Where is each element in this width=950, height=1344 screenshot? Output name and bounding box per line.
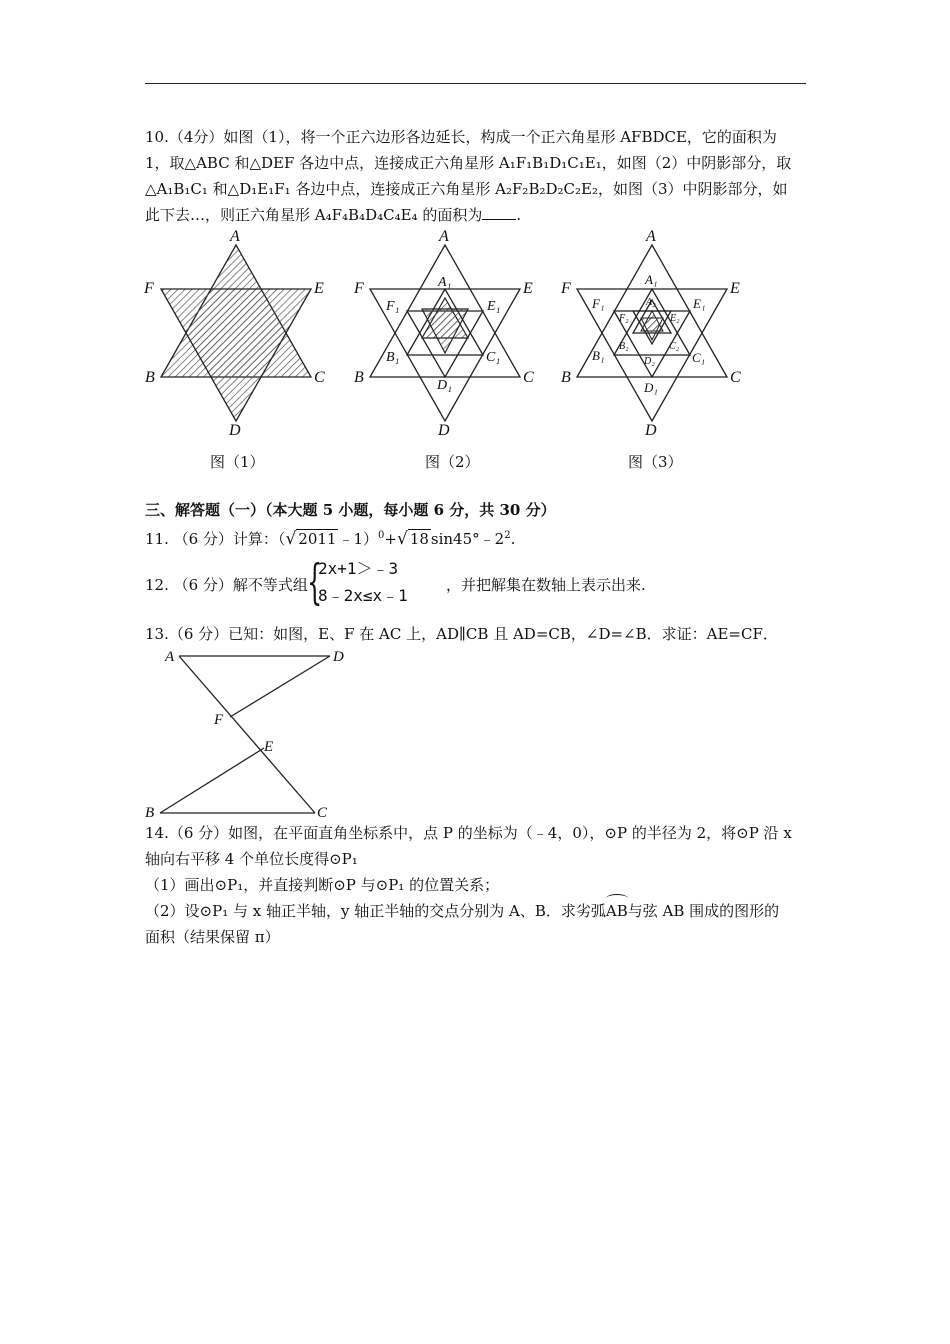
- svg-text:F₁: F₁: [386, 299, 400, 314]
- svg-text:A₂: A₂: [646, 297, 656, 308]
- svg-text:D₁: D₁: [644, 380, 658, 395]
- svg-text:F: F: [354, 280, 364, 297]
- svg-text:C₁: C₁: [486, 350, 501, 365]
- svg-text:D: D: [645, 422, 657, 439]
- fig3-caption: 图（3）: [628, 453, 683, 471]
- q10-line4: 此下去…，则正六角星形 A₄F₄B₄D₄C₄E₄ 的面积为 .: [145, 206, 522, 224]
- q14-part1: （1）画出⊙P₁，并直接判断⊙P 与⊙P₁ 的位置关系；: [145, 876, 500, 894]
- svg-text:A: A: [646, 228, 656, 245]
- q10-line2: 1，取△ABC 和△DEF 各边中点，连接成正六角星形 A₁F₁B₁D₁C₁E₁，如图（2）中阴影部分，取: [145, 154, 792, 172]
- q10-line1: 10.（4分）如图（1），将一个正六边形各边延长，构成一个正六角星形 AFBDCE，它的面积为: [145, 128, 777, 146]
- svg-text:B: B: [354, 369, 364, 386]
- svg-text:F₁: F₁: [592, 296, 605, 311]
- svg-text:D₁: D₁: [437, 378, 452, 393]
- svg-text:E₁: E₁: [487, 299, 501, 314]
- q14-part2: （2）设⊙P₁ 与 x 轴正半轴，y 轴正半轴的交点分别为 A、B．求劣弧AB与弦 AB 围成的图形的: [145, 898, 779, 924]
- label-F: F: [144, 280, 154, 297]
- fig2-caption: 图（2）: [425, 453, 480, 471]
- fig1-caption: 图（1）: [210, 453, 265, 471]
- figure-3-shaded: [641, 311, 663, 340]
- inequality-2: 8﹣2x≤x﹣1: [318, 586, 408, 605]
- svg-text:E₂: E₂: [670, 313, 680, 324]
- svg-text:F₂: F₂: [619, 313, 629, 324]
- q12-suffix: ，并把解集在数轴上表示出来.: [446, 576, 646, 594]
- svg-text:B: B: [145, 805, 155, 821]
- svg-text:C: C: [523, 369, 534, 386]
- figure-1: [161, 245, 311, 421]
- svg-text:E₁: E₁: [693, 296, 706, 311]
- inequality-system: [318, 555, 408, 609]
- q11: 11. （6 分）计算：（√ 2011 ﹣1）$^0$+√ 18 $\sin 45^\circ﹣2^2$.: [145, 529, 516, 549]
- svg-text:D₂: D₂: [644, 356, 655, 367]
- svg-text:B₂: B₂: [619, 341, 629, 352]
- svg-text:C₂: C₂: [669, 341, 680, 352]
- hexagram-figures: [0, 0, 950, 480]
- q14-line2: 轴向右平移 4 个单位长度得⊙P₁: [145, 850, 358, 868]
- svg-text:D: D: [333, 649, 344, 665]
- svg-text:B₁: B₁: [386, 350, 400, 365]
- q14-line1: 14.（6 分）如图，在平面直角坐标系中，点 P 的坐标为（﹣4，0），⊙P 的半径为 2，将⊙P 沿 x: [145, 824, 792, 842]
- svg-text:D: D: [438, 422, 450, 439]
- q10-line3: △A₁B₁C₁ 和△D₁E₁F₁ 各边中点，连接成正六角星形 A₂F₂B₂D₂C₂E₂，如图（3）中阴影部分，如: [145, 180, 788, 198]
- svg-text:A₁: A₁: [438, 275, 452, 290]
- svg-text:C: C: [317, 805, 328, 821]
- svg-text:A₁: A₁: [645, 272, 658, 287]
- svg-text:E: E: [730, 280, 740, 297]
- q12-prefix: 12. （6 分）解不等式组: [145, 576, 308, 594]
- svg-text:C: C: [730, 369, 741, 386]
- svg-text:E: E: [264, 739, 274, 755]
- svg-text:A: A: [165, 649, 175, 665]
- inequality-1: 2x+1＞﹣3: [318, 559, 399, 578]
- svg-text:C₁: C₁: [692, 350, 706, 365]
- section3-title: 三、解答题（一）（本大题 5 小题，每小题 6 分，共 30 分）: [145, 501, 556, 519]
- svg-text:F: F: [561, 280, 571, 297]
- svg-text:F: F: [214, 712, 224, 728]
- label-B: B: [145, 369, 155, 386]
- svg-text:B: B: [561, 369, 571, 386]
- q14-last: 面积（结果保留 π）: [145, 928, 280, 946]
- arc-ab: AB: [606, 898, 628, 924]
- q13-figure: [140, 645, 350, 825]
- svg-text:B₁: B₁: [592, 348, 605, 363]
- label-C: C: [314, 369, 325, 386]
- q13-text: 13.（6 分）已知：如图，E、F 在 AC 上，AD∥CB 且 AD=CB，∠D=∠B．求证：AE=CF．: [145, 625, 778, 643]
- svg-text:A: A: [439, 228, 449, 245]
- label-D: D: [229, 422, 241, 439]
- label-A: A: [230, 228, 240, 245]
- figure-2-shaded: [422, 298, 468, 353]
- label-E: E: [314, 280, 324, 297]
- svg-text:E: E: [523, 280, 533, 297]
- system-brace: {: [307, 554, 323, 610]
